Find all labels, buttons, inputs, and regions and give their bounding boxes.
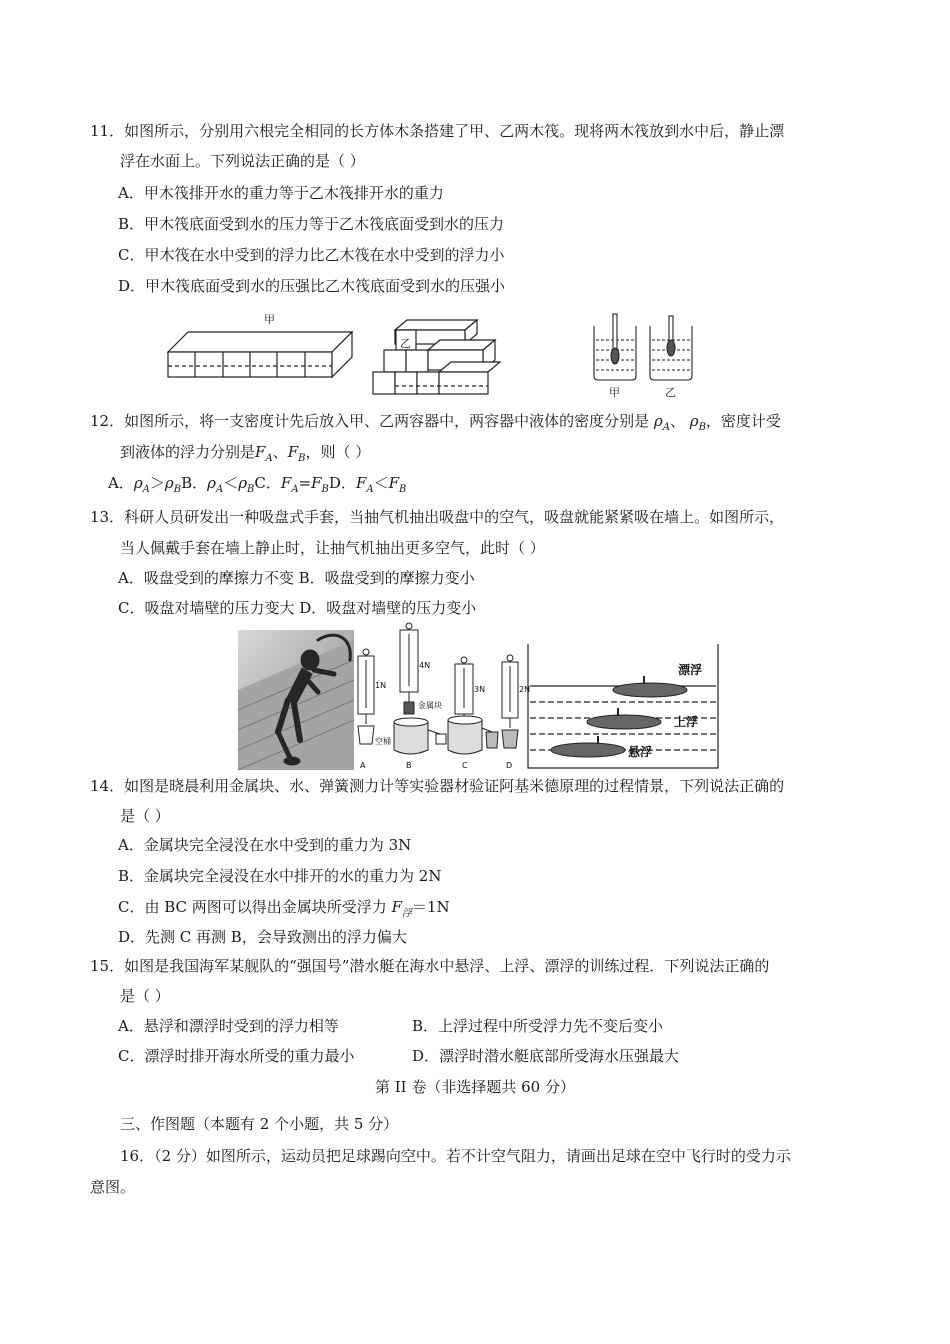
q12-stem-text-d: ，则（ ） [305, 443, 371, 461]
q12-comma: 、 [272, 443, 288, 461]
q14-option-b: B．金属块完全浸没在水中排开的水的重力为 2N [118, 867, 442, 885]
sub-a: A [265, 453, 273, 464]
label-float: 漂浮 [678, 663, 703, 677]
f-symbol: F [355, 474, 367, 492]
raft-yi-label: 乙 [400, 337, 411, 350]
q12-option-b-label: B． [181, 474, 208, 492]
raft-jia-label: 甲 [264, 313, 275, 326]
q14-option-d: D．先测 C 再测 B，会导致测出的浮力偏大 [118, 928, 407, 946]
q15-option-b: B．上浮过程中所受浮力先不变后变小 [412, 1017, 664, 1035]
sub-a: A [291, 484, 299, 495]
q15-option-c: C．漂浮时排开海水所受的重力最小 [118, 1047, 355, 1065]
lt-symbol: ＜ [373, 474, 389, 492]
q13-options-ab: A．吸盘受到的摩擦力不变 B．吸盘受到的摩擦力变小 [118, 569, 475, 587]
submarine-rising [587, 715, 661, 729]
rho-symbol: ρ [207, 474, 216, 492]
metal-block-label: 金属块 [418, 701, 442, 710]
fig-label-b: B [406, 761, 412, 770]
q14-stem-line1: 14．如图是晓晨利用金属块、水、弹簧测力计等实验器材验证阿基米德原理的过程情景，下列说法正确的 [90, 777, 785, 795]
rho-symbol: ρ [238, 474, 248, 492]
lt-symbol: ＜ [223, 474, 239, 492]
q14-spring-scale-figure [352, 622, 531, 772]
q15-submarine-figure [526, 644, 720, 770]
beaker-jia-label: 甲 [609, 386, 620, 399]
q12-stem-line2 [120, 442, 370, 469]
q12-options [108, 473, 406, 500]
section-title: 第 II 卷（非选择题共 60 分） [374, 1078, 575, 1096]
q13-stem-line1: 13．科研人员研发出一种吸盘式手套，当抽气机抽出吸盘中的空气，吸盘就能紧紧吸在墙上。如图所示， [90, 508, 785, 526]
f-symbol: F [280, 474, 292, 492]
q15-stem-line1: 15．如图是我国海军某舰队的“强国号”潜水艇在海水中悬浮、上浮、漂浮的训练过程．下列说法正确的 [90, 957, 770, 975]
sub-b: B [298, 453, 306, 464]
raft-jia [168, 332, 352, 377]
empty-bucket-label: 空桶 [375, 737, 391, 746]
q12-stem-text-a: 12．如图所示，将一支密度计先后放入甲、乙两容器中，两容器中液体的密度分别是 [90, 412, 650, 430]
q14-stem-line2: 是（ ） [120, 807, 170, 825]
scale-b-reading: 4N [419, 661, 431, 670]
submarine-floating [613, 683, 687, 697]
rho-symbol: ρ [164, 474, 174, 492]
scale-d-reading: 2N [519, 685, 531, 694]
beaker-yi-label: 乙 [665, 386, 676, 399]
sub-buoyancy: 浮 [402, 908, 412, 919]
rho-symbol: ρ [653, 412, 663, 430]
q13-stem-line2: 当人佩戴手套在墙上静止时，让抽气机抽出更多空气，此时（ ） [120, 539, 545, 557]
scale-a-reading: 1N [375, 681, 387, 690]
label-rise: 上浮 [674, 715, 699, 729]
sub-a: A [366, 484, 374, 495]
q12-stem-text-c: 到液体的浮力分别是 [120, 443, 256, 461]
f-symbol: F [388, 474, 400, 492]
sub-b: B [698, 422, 706, 433]
q14-option-c-text: C．由 BC 两图可以得出金属块所受浮力 [118, 898, 387, 916]
q11-option-c: C．甲木筏在水中受到的浮力比乙木筏在水中受到的浮力小 [118, 246, 505, 264]
sub-b: B [247, 484, 255, 495]
sub-b: B [173, 484, 182, 495]
q12-option-a-label: A． [108, 474, 134, 492]
q15-option-d: D．漂浮时潜水艇底部所受海水压强最大 [412, 1047, 680, 1065]
sub-a: A [142, 484, 150, 495]
f-symbol: F [311, 474, 322, 492]
q14-option-a: A．金属块完全浸没在水中受到的重力为 3N [118, 836, 412, 854]
sub-b: B [399, 484, 407, 495]
f-symbol: F [391, 898, 402, 916]
fig-label-d: D [506, 761, 513, 770]
q14-option-c [118, 897, 450, 924]
sub-a: A [215, 484, 224, 495]
sub-a: A [662, 422, 670, 433]
q13-climber-photo [238, 630, 354, 770]
q14-option-c-value: ＝1N [412, 898, 450, 916]
q15-option-a: A．悬浮和漂浮时受到的浮力相等 [118, 1017, 339, 1035]
q12-stem-text-b: ，密度计受 [705, 412, 781, 430]
raft-yi [373, 320, 500, 394]
q11-stem-line1: 11．如图所示，分别用六根完全相同的长方体木条搭建了甲、乙两木筏。现将两木筏放到水中后，静止漂 [90, 122, 785, 140]
q16-stem-line2: 意图。 [90, 1178, 136, 1196]
scale-c-reading: 3N [474, 685, 486, 694]
section-part3-heading: 三、作图题（本题有 2 个小题，共 5 分） [120, 1115, 399, 1133]
q12-hydrometer-figure [590, 314, 700, 398]
q11-raft-figure [160, 306, 500, 398]
sub-b: B [321, 484, 329, 495]
q11-stem-line2: 浮在水面上。下列说法正确的是（ ） [120, 152, 365, 170]
submarine-suspended [551, 743, 625, 757]
q12-option-d-label: D． [328, 474, 356, 492]
q12-stem-line1 [90, 411, 781, 438]
rho-symbol: ρ [689, 412, 699, 430]
fig-label-c: C [462, 761, 468, 770]
label-suspend: 悬浮 [628, 745, 653, 759]
q15-stem-line2: 是（ ） [120, 987, 170, 1005]
q11-option-b: B．甲木筏底面受到水的压力等于乙木筏底面受到水的压力 [118, 215, 505, 233]
q13-options-cd: C．吸盘对墙壁的压力变大 D．吸盘对墙壁的压力变小 [118, 599, 477, 617]
q12-comma: 、 [669, 412, 685, 430]
f-symbol: F [255, 443, 266, 461]
eq-symbol: = [298, 474, 312, 492]
q12-option-c-label: C． [254, 474, 281, 492]
fig-label-a: A [360, 761, 366, 770]
gt-symbol: ＞ [149, 474, 165, 492]
q16-stem-line1: 16．（2 分）如图所示，运动员把足球踢向空中。若不计空气阻力，请画出足球在空中飞行时的受力示 [120, 1147, 791, 1165]
q11-option-d: D．甲木筏底面受到水的压强比乙木筏底面受到水的压强小 [118, 277, 506, 295]
f-symbol: F [287, 443, 299, 461]
rho-symbol: ρ [133, 474, 143, 492]
q11-option-a: A．甲木筏排开水的重力等于乙木筏排开水的重力 [118, 184, 444, 202]
